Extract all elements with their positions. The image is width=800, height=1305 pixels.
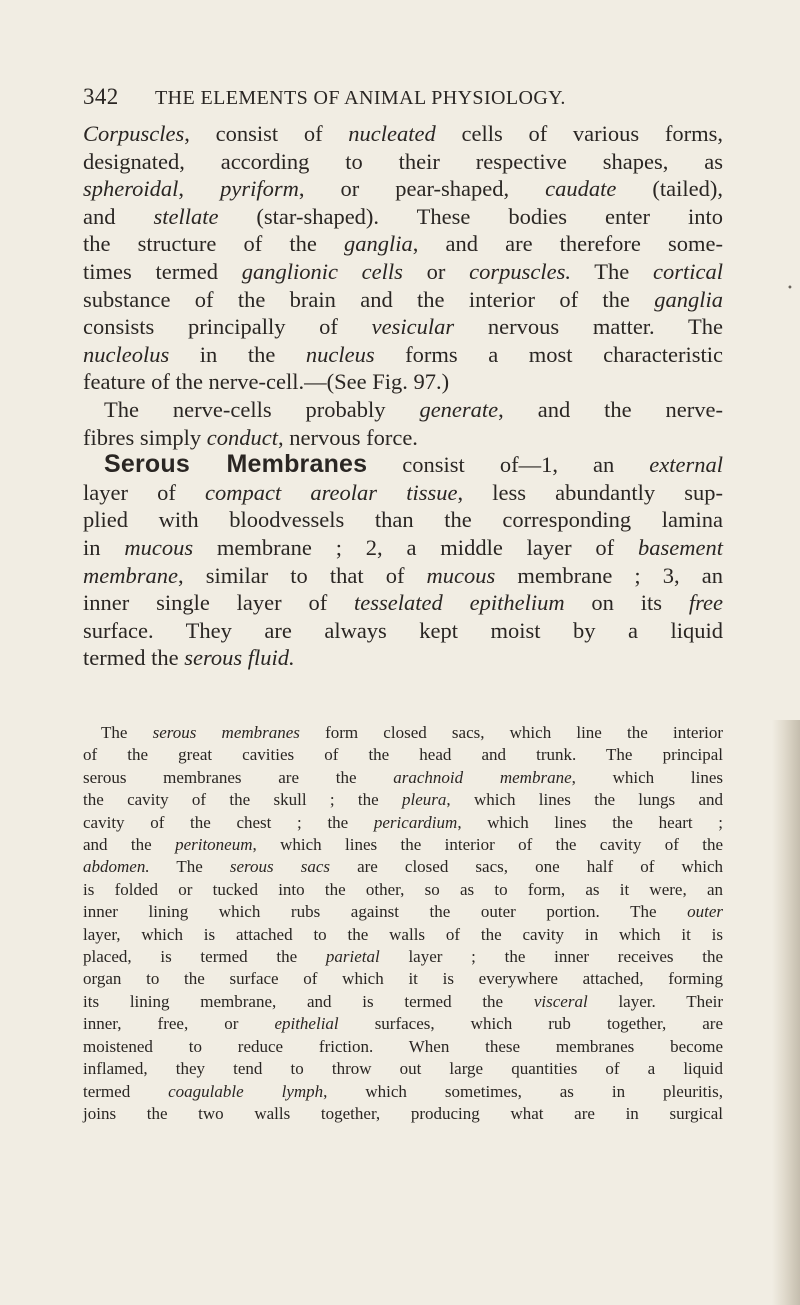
note-text-line [83,767,723,789]
text-run: The [101,723,153,742]
italic-term: mucous [124,534,194,560]
text-run: or [402,258,470,284]
text-run: the structure of the [83,231,344,257]
body-text-line [83,313,723,341]
note-text-line [83,901,723,923]
text-run: , nervous force. [277,424,418,450]
italic-term: stellate [153,203,219,229]
text-run: , which lines the interior of the cavity of the [252,835,723,855]
body-text-line [83,148,723,176]
body-text-line [83,286,723,314]
text-run: The [570,258,654,284]
note-text-line [83,1103,723,1125]
italic-term: nucleus [305,341,375,367]
text-run: , which sometimes, as in pleuritis, [323,1081,723,1101]
italic-term: serous membranes [152,723,300,742]
text-run: in the [169,341,306,367]
text-run: layer of [83,479,206,505]
text-run: (tailed), [616,176,724,202]
body-text-line [83,120,723,148]
note-text-line [83,834,723,856]
note-text-line [83,968,723,990]
body-text-line [83,644,723,672]
text-run: The nerve-cells probably [104,396,420,422]
italic-term: vesicular [371,314,455,340]
body-text-line [83,562,723,590]
body-text-line [83,451,723,479]
text-run: layer. Their [587,991,724,1011]
note-text-line [83,946,723,968]
text-run: the cavity of the skull ; the [83,790,402,810]
body-text-line [83,534,723,562]
text-run: , or pear-shaped, [298,176,546,202]
text-run: consist of—1, an [367,452,650,478]
italic-term: conduct [206,424,278,450]
body-text-line [83,396,723,424]
note-text-line [83,991,723,1013]
text-run: The [149,857,230,877]
text-run: inner, free, or [83,1014,275,1034]
body-text-line [83,506,723,534]
note-text-line [83,1081,723,1103]
text-run: termed the [83,645,185,671]
text-run: membrane ; 2, a middle layer of [193,534,639,560]
italic-term: ganglia [654,286,723,312]
text-run: , which lines [571,767,723,787]
text-run: placed, is termed the [83,947,326,967]
italic-term: serous fluid. [184,645,295,671]
note-text-block [83,722,723,1125]
text-run: organ to the surface of which it is everywhere attached, forming [83,969,723,989]
body-text-line [83,617,723,645]
main-text-block [83,120,723,672]
text-run: forms a most characteristic [374,341,723,367]
text-run: layer, which is attached to the walls of the cavity in which it is [83,924,723,944]
text-run: surfaces, which rub together, are [338,1014,723,1034]
body-text-line [83,341,723,369]
italic-term: epithelial [274,1014,339,1034]
text-run: , less abundantly sup- [457,479,723,505]
text-run: surface. They are always kept moist by a liquid [83,617,723,643]
text-run: membrane ; 3, an [495,562,723,588]
body-text-line [83,589,723,617]
page-number: 342 [83,84,119,109]
text-run: inner single layer of [83,590,355,616]
italic-term: coagulable lymph [168,1081,324,1101]
text-run: cavity of the chest ; the [83,812,374,832]
body-text-line [83,258,723,286]
text-run: layer ; the inner receives the [379,947,723,967]
note-text-line [83,879,723,901]
body-text-line [83,368,723,396]
note-text-line [83,744,723,766]
note-text-line [83,812,723,834]
text-run: serous membranes are the [83,767,394,787]
italic-term: outer [687,902,723,922]
text-run: nervous matter. The [454,314,723,340]
italic-term: pericardium [373,812,458,832]
note-text-line [83,789,723,811]
italic-term: external [649,452,724,478]
text-run: termed [83,1081,169,1101]
italic-term: caudate [545,176,617,202]
body-text-line [83,424,723,452]
italic-term: pyriform [220,176,299,202]
text-run: feature of the nerve-cell.—(See Fig. 97.) [83,369,450,395]
section-heading: Serous Membranes [104,450,368,479]
text-run: inflamed, they tend to throw out large quantities of a liquid [83,1059,723,1079]
italic-term: ganglionic cells [241,258,403,284]
italic-term: membrane [83,562,178,588]
text-run: joins the two walls together, producing what are in surgical [83,1103,723,1123]
text-run: , [178,176,221,202]
paper-edge-shadow [772,720,800,1305]
italic-term: corpuscles. [469,258,571,284]
text-run: inner lining which rubs against the outer portion. The [83,902,688,922]
text-run: on its [564,590,689,616]
text-run: , which lines the heart ; [457,812,724,832]
running-title: THE ELEMENTS OF ANIMAL PHYSIOLOGY. [155,87,566,109]
italic-term: tesselated epithelium [354,590,565,616]
text-run: and the [83,835,176,855]
italic-term: ganglia [343,231,413,257]
body-text-line [83,230,723,258]
italic-term: spheroidal [83,176,179,202]
italic-term: abdomen. [83,857,150,877]
note-text-line [83,1013,723,1035]
text-run: moistened to reduce friction. When these membranes become [83,1036,723,1056]
text-run: of the great cavities of the head and trunk. The principal [83,745,723,765]
note-text-line [83,1058,723,1080]
ink-speck: • [787,283,793,294]
text-run: is folded or tucked into the other, so as to form, as it were, an [83,879,723,899]
text-run: its lining membrane, and is termed the [83,991,534,1011]
text-run: , which lines the lungs and [446,790,723,810]
text-run: plied with bloodvessels than the corresponding lamina [83,507,723,533]
italic-term: visceral [533,991,588,1011]
text-run: times termed [83,258,242,284]
italic-term: peritoneum [175,835,253,855]
italic-term: basement [638,534,723,560]
italic-term: nucleolus [83,341,170,367]
text-run: form closed sacs, which line the interior [299,723,724,742]
note-text-line [83,924,723,946]
italic-term: serous sacs [229,857,330,877]
body-text-line [83,479,723,507]
text-run: substance of the brain and the interior of the [83,286,655,312]
text-run: , consist of [184,121,349,146]
text-run: , and are therefore some- [412,231,723,257]
text-run: fibres simply [83,424,207,450]
italic-term: compact areolar tissue [205,479,458,505]
text-run: cells of various forms, [435,121,723,146]
text-run: are closed sacs, one half of which [330,857,724,877]
italic-term: generate [419,396,499,422]
italic-term: pleura [401,790,447,810]
italic-term: mucous [426,562,496,588]
italic-term: nucleated [348,121,436,146]
body-text-line [83,203,723,231]
text-run: and [83,203,154,229]
text-run: consists principally of [83,314,372,340]
text-run: designated, according to their respective shapes, as [83,148,723,174]
italic-term: parietal [325,947,380,967]
italic-term: free [688,590,724,616]
italic-term: arachnoid membrane [393,767,572,787]
note-text-line [83,1036,723,1058]
note-text-line [83,856,723,878]
note-text-line [83,722,723,744]
italic-term: Corpuscles [83,121,185,146]
text-run: , similar to that of [177,562,427,588]
text-run: (star-shaped). These bodies enter into [218,203,723,229]
text-run: in [83,534,125,560]
italic-term: cortical [653,258,724,284]
body-text-line [83,175,723,203]
text-run: , and the nerve- [498,396,723,422]
running-head [83,84,723,114]
